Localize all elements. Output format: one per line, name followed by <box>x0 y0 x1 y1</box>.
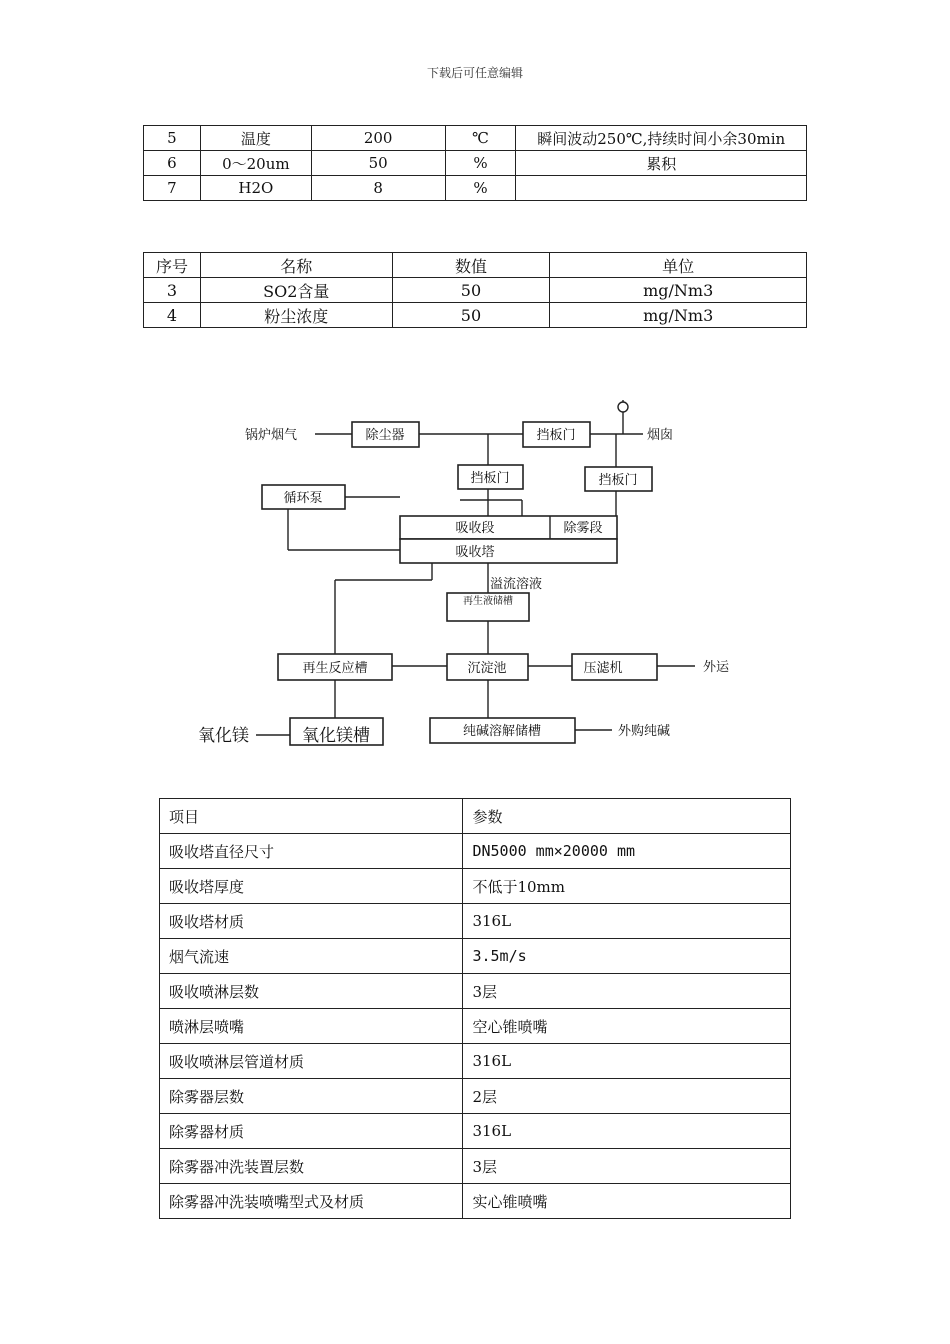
absorption-tower-label: 吸收塔 <box>455 545 495 560</box>
external-transport-label: 外运 <box>703 660 730 675</box>
table-cell: H2O <box>200 176 311 201</box>
table-cell: 吸收塔材质 <box>160 904 463 939</box>
table-cell: ℃ <box>445 126 516 151</box>
table-cell: 烟气流速 <box>160 939 463 974</box>
table-row <box>160 1149 791 1184</box>
boiler-gas-label: 锅炉烟气 <box>245 428 298 443</box>
table-row <box>160 1009 791 1044</box>
table-header-cell: 数值 <box>392 253 550 278</box>
table-row <box>160 1114 791 1149</box>
table-row <box>160 869 791 904</box>
flow-lines <box>256 400 695 735</box>
table-cell: 6 <box>144 151 201 176</box>
table-cell: 316L <box>463 1044 791 1079</box>
table-cell: 喷淋层喷嘴 <box>160 1009 463 1044</box>
damper-left-label: 挡板门 <box>470 471 510 486</box>
table-cell: % <box>445 151 516 176</box>
flow-boxes <box>262 422 657 745</box>
overflow-liquid-label: 溢流溶液 <box>490 577 543 592</box>
settling-tank-label: 沉淀池 <box>467 661 507 676</box>
table-cell: 吸收喷淋层管道材质 <box>160 1044 463 1079</box>
table-cell: 吸收塔直径尺寸 <box>160 834 463 869</box>
table-cell: 7 <box>144 176 201 201</box>
table-cell: mg/Nm3 <box>550 303 807 328</box>
table-cell: 4 <box>144 303 201 328</box>
table-cell: SO2含量 <box>200 278 392 303</box>
table-cell: 5 <box>144 126 201 151</box>
table-cell: 50 <box>311 151 445 176</box>
table-cell: 累积 <box>516 151 807 176</box>
table-cell: 瞬间波动250℃,持续时间小余30min <box>516 126 807 151</box>
table-row <box>160 834 791 869</box>
table-cell: 不低于10mm <box>463 869 791 904</box>
demist-section-label: 除雾段 <box>563 521 603 536</box>
table-row <box>160 1184 791 1219</box>
table-cell: 3 <box>144 278 201 303</box>
table-cell: 200 <box>311 126 445 151</box>
table-row <box>160 1079 791 1114</box>
table-cell: 50 <box>392 278 550 303</box>
table-row <box>160 799 791 834</box>
table-cell: 粉尘浓度 <box>200 303 392 328</box>
table-cell: 3层 <box>463 974 791 1009</box>
equipment-spec-table <box>159 798 791 1219</box>
table-cell: 实心锥喷嘴 <box>463 1184 791 1219</box>
table-header-cell: 序号 <box>144 253 201 278</box>
table-cell: 3层 <box>463 1149 791 1184</box>
table-cell: % <box>445 176 516 201</box>
damper-right-label: 挡板门 <box>598 473 638 488</box>
table-cell: 空心锥喷嘴 <box>463 1009 791 1044</box>
table-header-cell: 单位 <box>550 253 807 278</box>
table-cell: 吸收塔厚度 <box>160 869 463 904</box>
table-row <box>160 1044 791 1079</box>
absorption-tower-box <box>400 539 617 563</box>
table-cell: 2层 <box>463 1079 791 1114</box>
purchased-soda-label: 外购纯碱 <box>618 724 671 739</box>
soda-tank-label: 纯碱溶解储槽 <box>462 724 542 739</box>
regen-storage-label: 再生液储槽 <box>463 596 513 607</box>
table-cell: mg/Nm3 <box>550 278 807 303</box>
mgo-tank-label: 氧化镁槽 <box>302 726 370 746</box>
circulation-pump-label: 循环泵 <box>283 491 323 506</box>
chimney-label: 烟囱 <box>647 428 674 443</box>
table-cell: 0～20um <box>200 151 311 176</box>
dust-collector-label: 除尘器 <box>365 428 405 443</box>
table-cell: 除雾器材质 <box>160 1114 463 1149</box>
regen-reactor-label: 再生反应槽 <box>302 661 368 676</box>
table-cell: 除雾器冲洗装喷嘴型式及材质 <box>160 1184 463 1219</box>
table-cell: 吸收喷淋层数 <box>160 974 463 1009</box>
table-cell: 项目 <box>160 799 463 834</box>
table-row <box>160 974 791 1009</box>
filter-press-label: 压滤机 <box>583 661 623 676</box>
damper-top-label: 挡板门 <box>536 428 576 443</box>
table-row <box>160 904 791 939</box>
page-header: 下载后可任意编辑 <box>426 66 523 80</box>
mgo-label: 氧化镁 <box>198 726 249 746</box>
table-cell: 除雾器冲洗装置层数 <box>160 1149 463 1184</box>
table-cell: 316L <box>463 904 791 939</box>
table-cell: 50 <box>392 303 550 328</box>
table-cell: 参数 <box>463 799 791 834</box>
table-cell: 316L <box>463 1114 791 1149</box>
table-header-cell: 名称 <box>200 253 392 278</box>
absorption-section-label: 吸收段 <box>455 521 495 536</box>
table-row <box>160 939 791 974</box>
table-cell: 温度 <box>200 126 311 151</box>
table-cell: 除雾器层数 <box>160 1079 463 1114</box>
table-cell: DN5000 mm×20000 mm <box>463 834 791 869</box>
table-cell: 8 <box>311 176 445 201</box>
table-cell: 3.5m/s <box>463 939 791 974</box>
